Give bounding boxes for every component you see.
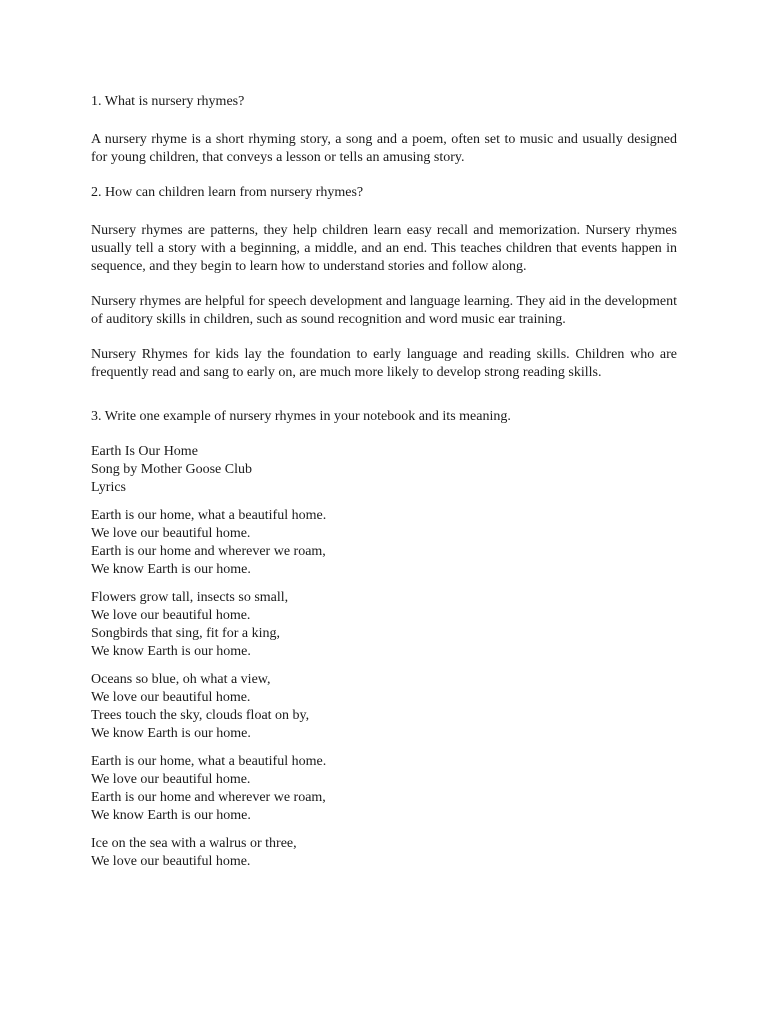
lyrics (91, 507, 677, 871)
lyric-line: Earth is our home and wherever we roam, (91, 790, 326, 805)
lyric-line: We love our beautiful home. (91, 608, 251, 623)
lyric-line: Earth is our home and wherever we roam, (91, 544, 326, 559)
lyrics-label: Lyrics (91, 480, 126, 495)
lyrics-stanza (91, 835, 677, 871)
lyrics-stanza (91, 671, 677, 743)
question-2: 2. How can children learn from nursery rhymes? (91, 185, 364, 200)
lyric-line: Flowers grow tall, insects so small, (91, 590, 289, 605)
song-credit: Song by Mother Goose Club (91, 462, 252, 477)
lyric-line: We love our beautiful home. (91, 526, 251, 541)
question-1: 1. What is nursery rhymes? (91, 94, 245, 109)
document-page (91, 93, 677, 871)
lyric-line: Earth is our home, what a beautiful home. (91, 508, 327, 523)
lyric-line: We know Earth is our home. (91, 726, 251, 741)
answer-2-paragraph: Nursery rhymes are helpful for speech development and language learning. They aid in the development of auditory skills in children, such as sound recognition and word music ear training. (91, 294, 677, 327)
lyrics-stanza (91, 753, 677, 825)
lyric-line: We know Earth is our home. (91, 562, 251, 577)
lyric-line: Songbirds that sing, fit for a king, (91, 626, 280, 641)
lyric-line: Oceans so blue, oh what a view, (91, 672, 271, 687)
lyric-line: Ice on the sea with a walrus or three, (91, 836, 297, 851)
answer-2-paragraph: Nursery Rhymes for kids lay the foundation to early language and reading skills. Children who are frequently read and sang to early on, are much more likely to develop strong reading skills. (91, 347, 677, 380)
lyric-line: We know Earth is our home. (91, 808, 251, 823)
lyric-line: Earth is our home, what a beautiful home. (91, 754, 327, 769)
lyric-line: We love our beautiful home. (91, 854, 251, 869)
lyrics-stanza (91, 507, 677, 579)
lyric-line: We know Earth is our home. (91, 644, 251, 659)
answer-2-paragraph: Nursery rhymes are patterns, they help children learn easy recall and memorization. Nursery rhymes usually tell a story with a beginning, a middle, and an end. This teaches children that events happen in sequence, and they begin to learn how to understand stories and follow along. (91, 223, 677, 274)
answer-1: A nursery rhyme is a short rhyming story, a song and a poem, often set to music and usually designed for young children, that conveys a lesson or tells an amusing story. (91, 132, 677, 165)
song-title: Earth Is Our Home (91, 444, 198, 459)
lyric-line: Trees touch the sky, clouds float on by, (91, 708, 310, 723)
lyrics-stanza (91, 589, 677, 661)
question-3: 3. Write one example of nursery rhymes in your notebook and its meaning. (91, 409, 511, 424)
song-header (91, 443, 677, 497)
lyric-line: We love our beautiful home. (91, 772, 251, 787)
lyric-line: We love our beautiful home. (91, 690, 251, 705)
